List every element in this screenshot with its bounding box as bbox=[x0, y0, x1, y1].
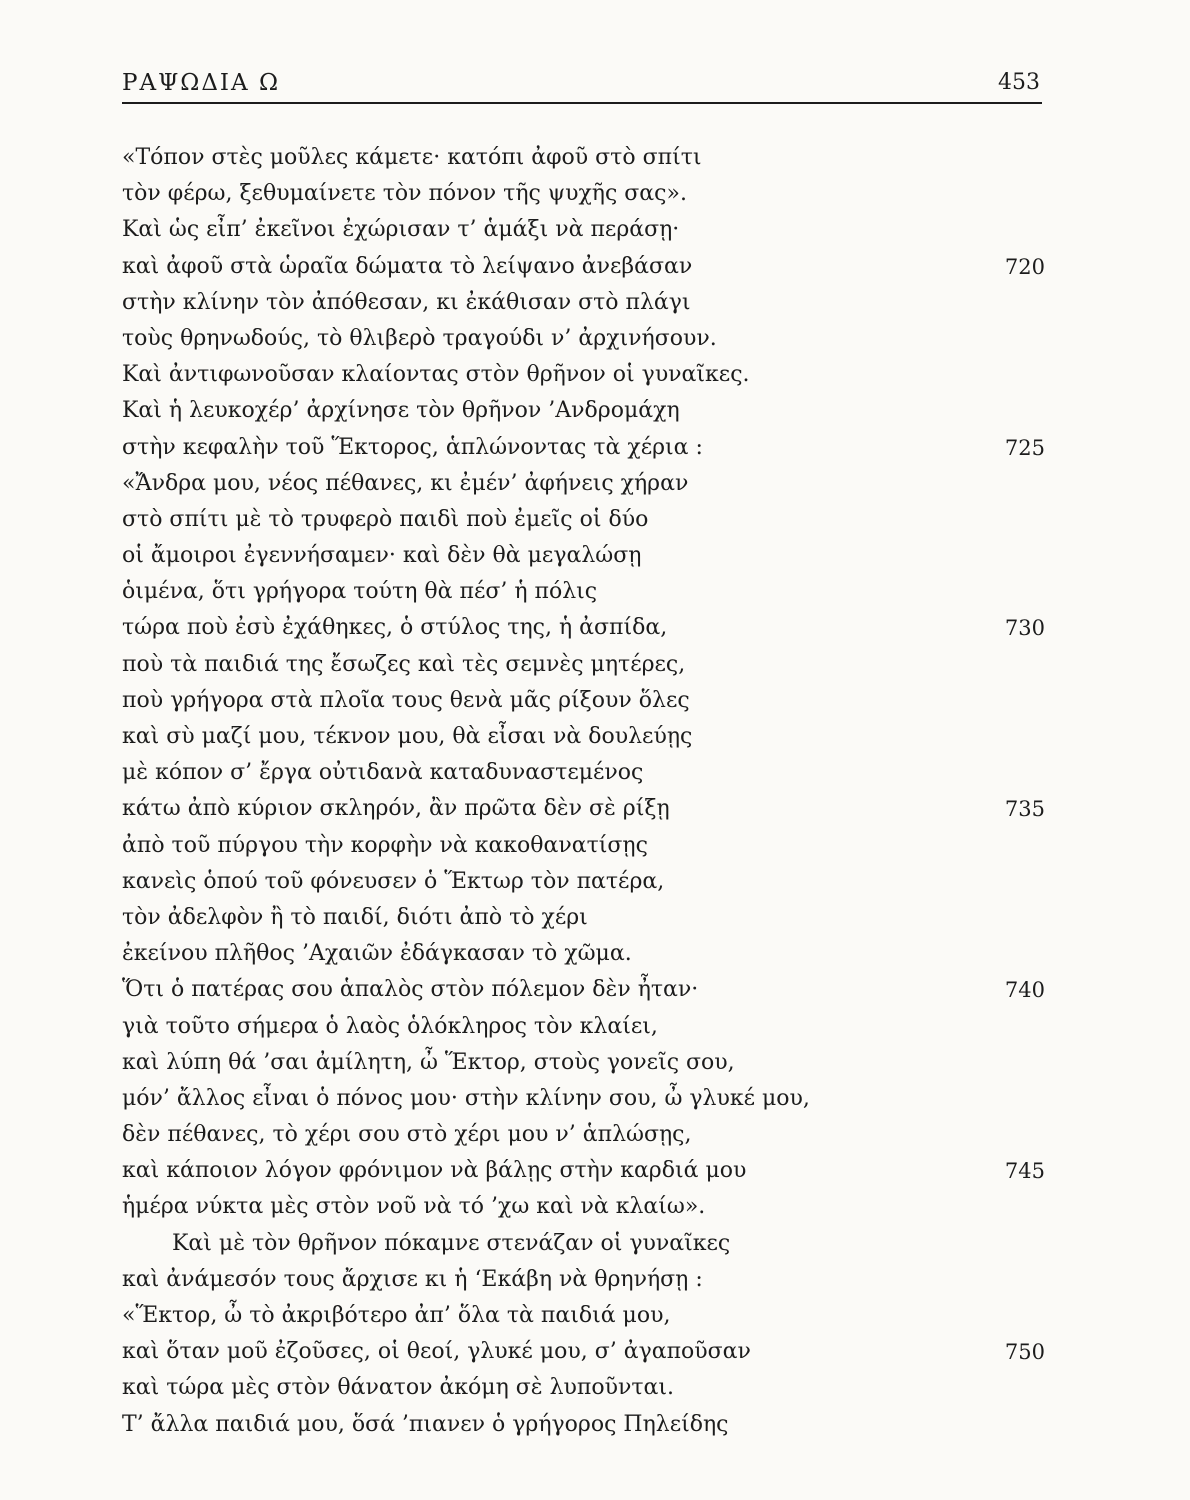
verse-text: Ὅτι ὁ πατέρας σου ἁπαλὸς στὸν πόλεμον δὲν ἦταν· bbox=[122, 977, 699, 1003]
verse-line bbox=[122, 466, 1047, 502]
verse-line bbox=[122, 321, 1047, 357]
verse-line bbox=[122, 212, 1047, 248]
verse-text: ὁιμένα, ὅτι γρήγορα τούτη θὰ πέσ’ ἡ πόλις bbox=[122, 579, 598, 605]
verse-line bbox=[122, 791, 1047, 827]
page-number: 453 bbox=[998, 70, 1040, 95]
verse-text: Καὶ ὡς εἶπ’ ἐκεῖνοι ἐχώρισαν τ’ ἁμάξι νὰ περάσῃ· bbox=[122, 217, 680, 243]
verse-text: καὶ ὅταν μοῦ ἐζοῦσες, οἱ θεοί, γλυκέ μου, σ’ ἀγαποῦσαν bbox=[122, 1339, 751, 1365]
verse-text: ἡμέρα νύκτα μὲς στὸν νοῦ νὰ τό ’χω καὶ νὰ κλαίω». bbox=[122, 1194, 706, 1220]
verse-text: Καὶ ἡ λευκοχέρ’ ἀρχίνησε τὸν θρῆνον ’Ανδρομάχη bbox=[122, 398, 680, 424]
verse-line bbox=[122, 1407, 1047, 1443]
verse-line bbox=[122, 900, 1047, 936]
verse-text: «Τόπον στὲς μοῦλες κάμετε· κατόπι ἀφοῦ στὸ σπίτι bbox=[122, 145, 702, 170]
verse-line bbox=[122, 1081, 1047, 1117]
verse-line bbox=[122, 828, 1047, 864]
verse-line bbox=[122, 574, 1047, 610]
verse-line bbox=[122, 1334, 1047, 1370]
verse-text: τὸν ἀδελφὸν ἢ τὸ παιδί, διότι ἀπὸ τὸ χέρι bbox=[122, 904, 588, 930]
verse-text: καὶ λύπη θά ’σαι ἀμίλητη, ὦ Ἕκτορ, στοὺς γονεῖς σου, bbox=[122, 1049, 735, 1075]
verse-text: καὶ ἀνάμεσόν τους ἄρχισε κι ἡ ‘Εκάβη νὰ θρηνήσῃ : bbox=[122, 1266, 703, 1292]
verse-text: κάτω ἀπὸ κύριον σκληρόν, ἂν πρῶτα δὲν σὲ ρίξῃ bbox=[122, 796, 670, 822]
line-number: 720 bbox=[1004, 254, 1045, 279]
verse-text: γιὰ τοῦτο σήμερα ὁ λαὸς ὁλόκληρος τὸν κλαίει, bbox=[122, 1013, 658, 1039]
verse-text: Καὶ μὲ τὸν θρῆνον πόκαμνε στενάζαν οἱ γυναῖκες bbox=[172, 1230, 731, 1256]
verse-text: καὶ ἀφοῦ στὰ ὡραῖα δώματα τὸ λείψανο ἀνεβάσαν bbox=[122, 253, 693, 279]
verse-line bbox=[122, 1117, 1047, 1153]
verse-line bbox=[122, 864, 1047, 900]
verse-line bbox=[122, 719, 1047, 755]
verse-line bbox=[122, 538, 1047, 574]
verse-text: οἱ ἄμοιροι ἐγεννήσαμεν· καὶ δὲν θὰ μεγαλώσῃ bbox=[122, 543, 642, 569]
running-header bbox=[122, 70, 1042, 104]
verse-text: ποὺ τὰ παιδιά της ἔσωζες καὶ τὲς σεμνὲς μητέρες, bbox=[122, 651, 686, 677]
verse-line bbox=[122, 647, 1047, 683]
verse-line bbox=[122, 1189, 1047, 1225]
verse-text: ποὺ γρήγορα στὰ πλοῖα τους θενὰ μᾶς ρίξουν ὅλες bbox=[122, 687, 690, 713]
verse-text: μόν’ ἄλλος εἶναι ὁ πόνος μου· στὴν κλίνην σου, ὦ γλυκέ μου, bbox=[122, 1085, 810, 1111]
line-number: 725 bbox=[1004, 435, 1045, 460]
verse-text: τοὺς θρηνωδούς, τὸ θλιβερὸ τραγούδι ν’ ἀρχινήσουν. bbox=[122, 325, 717, 351]
verse-line bbox=[122, 1045, 1047, 1081]
line-number: 745 bbox=[1004, 1159, 1045, 1184]
verse-line bbox=[122, 1370, 1047, 1406]
verse-line bbox=[122, 1262, 1047, 1298]
line-number: 735 bbox=[1004, 797, 1045, 822]
verse-line bbox=[122, 972, 1047, 1008]
verse-text: τώρα ποὺ ἐσὺ ἐχάθηκες, ὁ στύλος της, ἡ ἀσπίδα, bbox=[122, 615, 668, 641]
verse-line bbox=[122, 357, 1047, 393]
verse-line bbox=[122, 610, 1047, 646]
line-number: 730 bbox=[1004, 616, 1045, 641]
verse-text: Καὶ ἀντιφωνοῦσαν κλαίοντας στὸν θρῆνον οἱ γυναῖκες. bbox=[122, 362, 750, 388]
verse-text: «Ἕκτορ, ὦ τὸ ἀκριβότερο ἀπ’ ὅλα τὰ παιδιά μου, bbox=[122, 1303, 671, 1328]
line-number: 740 bbox=[1004, 978, 1045, 1003]
chapter-title: ΡΑΨΩΔΙΑ Ω bbox=[122, 70, 281, 96]
verse-text: καὶ τώρα μὲς στὸν θάνατον ἀκόμη σὲ λυποῦνται. bbox=[122, 1375, 675, 1401]
verse-text: στὴν κλίνην τὸν ἀπόθεσαν, κι ἐκάθισαν στὸ πλάγι bbox=[122, 289, 691, 315]
verse-text: Τ’ ἄλλα παιδιά μου, ὅσά ’πιανεν ὁ γρήγορος Πηλείδης bbox=[122, 1411, 729, 1437]
verse-line bbox=[122, 502, 1047, 538]
verse-text: στὴν κεφαλὴν τοῦ Ἕκτορος, ἁπλώνοντας τὰ χέρια : bbox=[122, 434, 703, 460]
verse-text: στὸ σπίτι μὲ τὸ τρυφερὸ παιδὶ ποὺ ἐμεῖς οἱ δύο bbox=[122, 506, 649, 532]
verse-line bbox=[122, 249, 1047, 285]
verse-line bbox=[122, 683, 1047, 719]
verse-block bbox=[122, 140, 1047, 1443]
verse-line bbox=[122, 1153, 1047, 1189]
verse-text: δὲν πέθανες, τὸ χέρι σου στὸ χέρι μου ν’ ἁπλώσῃς, bbox=[122, 1122, 692, 1148]
verse-line bbox=[122, 285, 1047, 321]
verse-text: καὶ κάποιον λόγον φρόνιμον νὰ βάλῃς στὴν καρδιά μου bbox=[122, 1158, 747, 1184]
verse-line bbox=[122, 1226, 1047, 1262]
verse-line bbox=[122, 1009, 1047, 1045]
verse-line bbox=[122, 393, 1047, 429]
verse-line bbox=[122, 430, 1047, 466]
line-number: 750 bbox=[1004, 1340, 1045, 1365]
verse-text: κανεὶς ὁπού τοῦ φόνευσεν ὁ Ἕκτωρ τὸν πατέρα, bbox=[122, 868, 665, 894]
verse-line bbox=[122, 1298, 1047, 1334]
verse-line bbox=[122, 176, 1047, 212]
verse-line bbox=[122, 140, 1047, 176]
verse-text: τὸν φέρω, ξεθυμαίνετε τὸν πόνον τῆς ψυχῆς σας». bbox=[122, 181, 687, 207]
verse-text: μὲ κόπον σ’ ἔργα οὐτιδανὰ καταδυναστεμένος bbox=[122, 760, 644, 786]
verse-line bbox=[122, 755, 1047, 791]
verse-text: καὶ σὺ μαζί μου, τέκνον μου, θὰ εἶσαι νὰ δουλεύῃς bbox=[122, 724, 693, 749]
verse-line bbox=[122, 936, 1047, 972]
verse-text: ἀπὸ τοῦ πύργου τὴν κορφὴν νὰ κακοθανατίσῃς bbox=[122, 832, 648, 858]
verse-text: «Ἄνδρα μου, νέος πέθανες, κι ἐμέν’ ἀφήνεις χήραν bbox=[122, 470, 689, 496]
verse-text: ἐκείνου πλῆθος ’Αχαιῶν ἐδάγκασαν τὸ χῶμα. bbox=[122, 941, 632, 967]
